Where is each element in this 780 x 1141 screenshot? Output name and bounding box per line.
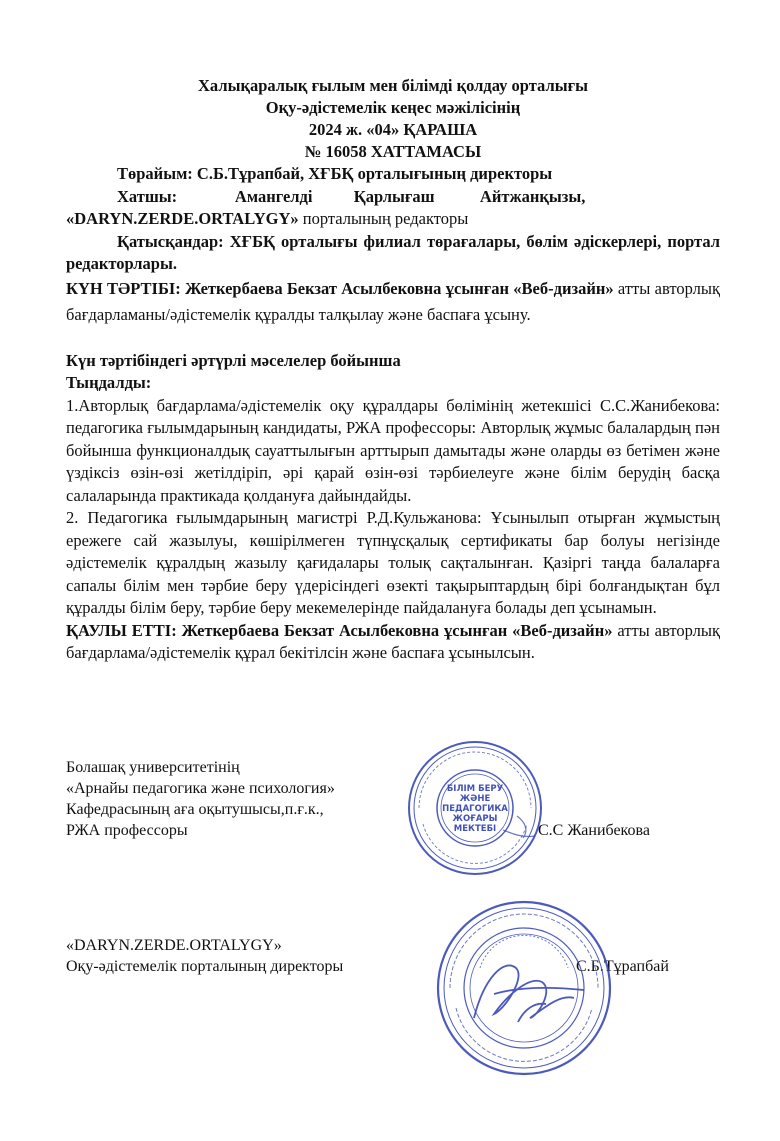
agenda-label: КҮН ТӘРТІБІ: Жеткербаева Бекзат Асылбековна ұсынған «Веб-дизайн» [66,278,614,298]
document-body [66,75,720,665]
resolution [66,620,720,665]
sig2-line1: «DARYN.ZERDE.ORTALYGY» [66,937,282,954]
portal-name: «DARYN.ZERDE.ORTALYGY» [66,209,299,228]
secretary-portal-line [66,208,720,231]
sig1-line1: Болашақ университетінің [66,759,240,776]
date-line: 2024 ж. «04» ҚАРАША [308,120,478,139]
university-stamp [405,738,545,878]
resolution-label: ҚАУЛЫ ЕТТІ: Жеткербаева Бекзат Асылбековна ұсынған «Веб-дизайн» [66,620,613,640]
org-title: Халықаралық ғылым мен білімді қолдау орталығы [198,76,588,95]
council-title: Оқу-әдістемелік кеңес мәжілісінің [265,98,521,117]
item-1: 1.Авторлық бағдарлама/әдістемелік оқу құралдары бөлімінің жетекшісі С.С.Жанибекова: педагогика ғылымдарының кандидаты, РЖА профессоры: Авторлық жұмыс балалардың пән бойынша функционалдық сауаттылығын арттырып дамытады және оларды өз бетімен және үздіксіз өзін-өзі жетілдіріп, әрі қарай өзін-өзі тәрбиелеуге және білім берудің басқа салаларында практикада қолдануға дайындайды. [66,395,720,505]
sig2-line2: Оқу-әдістемелік порталының директоры [66,958,344,975]
agenda [66,276,720,328]
signature-block-2 [66,935,343,977]
stamp1-text-1: БІЛІМ БЕРУ [446,784,504,794]
protocol-number: № 16058 ХАТТАМАСЫ [304,142,482,161]
sig1-line4: РЖА профессоры [66,822,188,839]
sig1-line2: «Арнайы педагогика және психология» [66,780,335,797]
participants: Қатысқандар: ХҒБҚ орталығы филиал төрағалары, бөлім әдіскерлері, портал редакторлары. [66,231,720,273]
signer-name-1: С.С Жанибекова [538,822,650,839]
misc-heading: Күн тәртібіндегі әртүрлі мәселелер бойынша [66,350,401,370]
agenda-text: атты авторлық бағдарламаны/әдістемелік құралды талқылау және баспаға ұсыну. [66,278,720,324]
heard-heading: Тыңдалды: [66,373,152,392]
signer-name-2: С.Б.Тұрапбай [576,958,669,975]
secretary-line: Хатшы: Амангелді Қарлығаш Айтжанқызы, [117,186,586,206]
secretary-role: порталының редакторы [298,209,469,228]
stamp1-text-4: ЖОҒАРЫ [452,814,498,824]
item-2: 2. Педагогика ғылымдарының магистрі Р.Д.Кульжанова: Ұсынылып отырған жұмыстың ережеге сай жазылуы, көшірілмеген түпнұсқалық сертификаты бар болуы негізінде әдістемелік құралдың жазылу қағидалары толық сақталынған. Қазіргі таңда балаларға сапалы білім мен тәрбие беру үдерісіндегі өзекті тақырыптардың бірі болғандықтан бұл құралды білім беру, тәрбие беру мекемелерінде пайдалануға болады деп ұсынамын. [66,508,720,617]
signature-block-1 [66,757,335,841]
stamp1-text-3: ПЕДАГОГИКА [442,804,508,814]
resolution-text: атты авторлық бағдарлама/әдістемелік құрал бекітілсін және баспаға ұсынылсын. [66,620,720,662]
stamp1-text-2: ЖӘНЕ [459,794,491,804]
stamp1-text-5: МЕКТЕБІ [453,824,497,834]
portal-stamp [434,898,614,1078]
handwritten-signature [474,965,584,1022]
sig1-line3: Кафедрасының аға оқытушысы,п.ғ.к., [66,801,324,818]
chair-line: Төрайым: С.Б.Тұрапбай, ХҒБҚ орталығының директоры [117,164,553,183]
